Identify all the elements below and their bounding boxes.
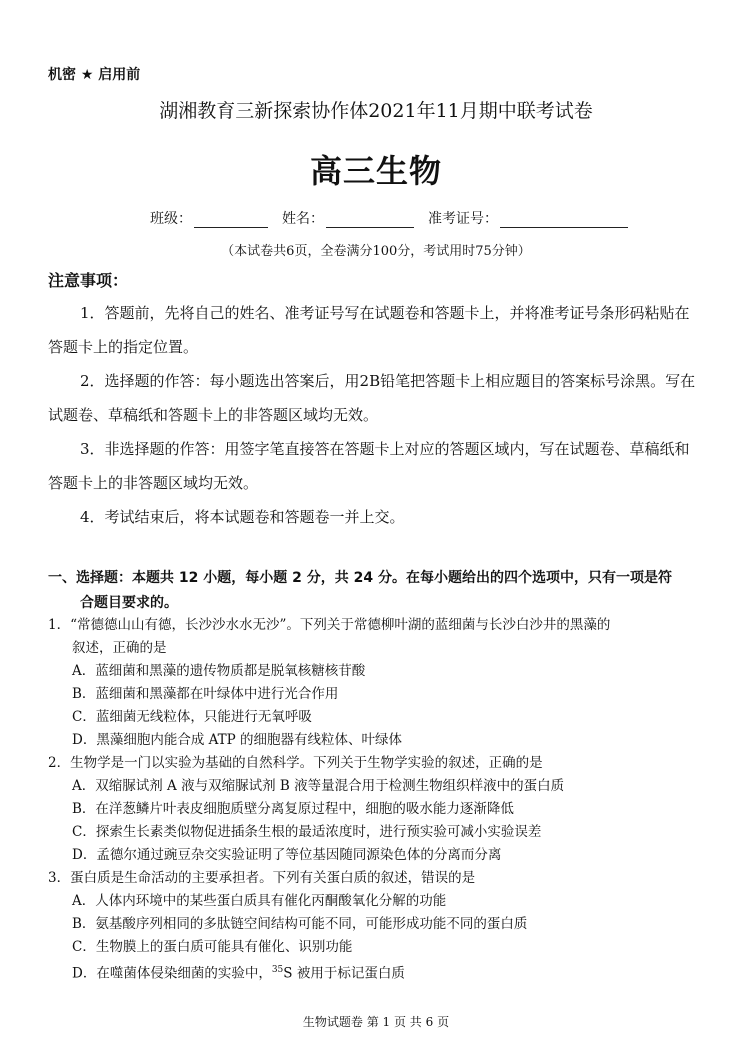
option: D．孟德尔通过豌豆杂交实验证明了等位基因随同源染色体的分离而分离 (72, 847, 502, 863)
option-text: D．在噬菌体侵染细菌的实验中， (72, 965, 272, 982)
option: A．人体内环境中的某些蛋白质具有催化丙酮酸氧化分解的功能 (72, 893, 447, 909)
option: C．蓝细菌无线粒体，只能进行无氧呼吸 (72, 709, 312, 725)
option: D．黑藻细胞内能合成 ATP 的细胞器有线粒体、叶绿体 (72, 732, 403, 748)
option: B．在洋葱鳞片叶表皮细胞质壁分离复原过程中，细胞的吸水能力逐渐降低 (72, 801, 514, 817)
option: C．生物膜上的蛋白质可能具有催化、识别功能 (72, 939, 353, 955)
question-stem: 3．蛋白质是生命活动的主要承担者。下列有关蛋白质的叙述，错误的是 (48, 870, 476, 886)
option (72, 959, 405, 986)
option: A．蓝细菌和黑藻的遗传物质都是脱氧核糖核苷酸 (72, 663, 366, 679)
question-stem: 2．生物学是一门以实验为基础的自然科学。下列关于生物学实验的叙述，正确的是 (48, 755, 543, 771)
notice-item: 4．考试结束后，将本试题卷和答题卷一并上交。 (80, 508, 405, 526)
question-stem: 1．“常德德山山有德，长沙沙水水无沙”。下列关于常德柳叶湖的蓝细菌与长沙白沙井的黑藻的 (48, 617, 611, 633)
isotope-superscript: 35 (271, 965, 284, 975)
id-label: 准考证号： (428, 211, 498, 227)
class-label: 班级： (150, 211, 192, 227)
section-heading (48, 566, 708, 616)
name-label: 姓名： (282, 211, 324, 227)
exam-note: （本试卷共6页，全卷满分100分，考试用时75分钟） (221, 244, 531, 259)
confidential-label: 机密 ★ 启用前 (48, 67, 141, 83)
question-stem-cont: 叙述，正确的是 (72, 640, 167, 656)
student-info-row (150, 208, 642, 228)
option-text: S 被用于标记蛋白质 (283, 965, 405, 982)
page-footer: 生物试题卷 第 1 页 共 6 页 (302, 1015, 450, 1029)
option: A．双缩脲试剂 A 液与双缩脲试剂 B 液等量混合用于检测生物组织样液中的蛋白质 (72, 778, 565, 794)
notice-item: 3．非选择题的作答：用签字笔直接答在答题卡上对应的答题区域内，写在试题卷、草稿纸和答题卡上的非答题区域均无效。 (48, 440, 690, 492)
section-line: 一、选择题：本题共 12 小题，每小题 2 分，共 24 分。在每小题给出的四个选项中，只有一项是符 (48, 570, 672, 586)
notice-item: 2．选择题的作答：每小题选出答案后，用2B铅笔把答题卡上相应题目的答案标号涂黑。写在试题卷、草稿纸和答题卡上的非答题区域均无效。 (48, 372, 696, 424)
notice-item: 1．答题前，先将自己的姓名、准考证号写在试题卷和答题卡上，并将准考证号条形码粘贴在答题卡上的指定位置。 (48, 304, 690, 356)
option: B．氨基酸序列相同的多肽链空间结构可能不同，可能形成功能不同的蛋白质 (72, 916, 528, 932)
subject-title: 高三生物 (309, 152, 442, 190)
section-line: 合题目要求的。 (80, 595, 178, 611)
option: C．探索生长素类似物促进插条生根的最适浓度时，进行预实验可减小实验误差 (72, 824, 542, 840)
name-blank (326, 213, 414, 228)
exam-title: 湖湘教育三新探索协作体2021年11月期中联考试卷 (159, 100, 593, 122)
class-blank (194, 213, 268, 228)
id-blank (500, 213, 628, 228)
option: B．蓝细菌和黑藻都在叶绿体中进行光合作用 (72, 686, 339, 702)
notice-heading: 注意事项： (48, 271, 129, 290)
